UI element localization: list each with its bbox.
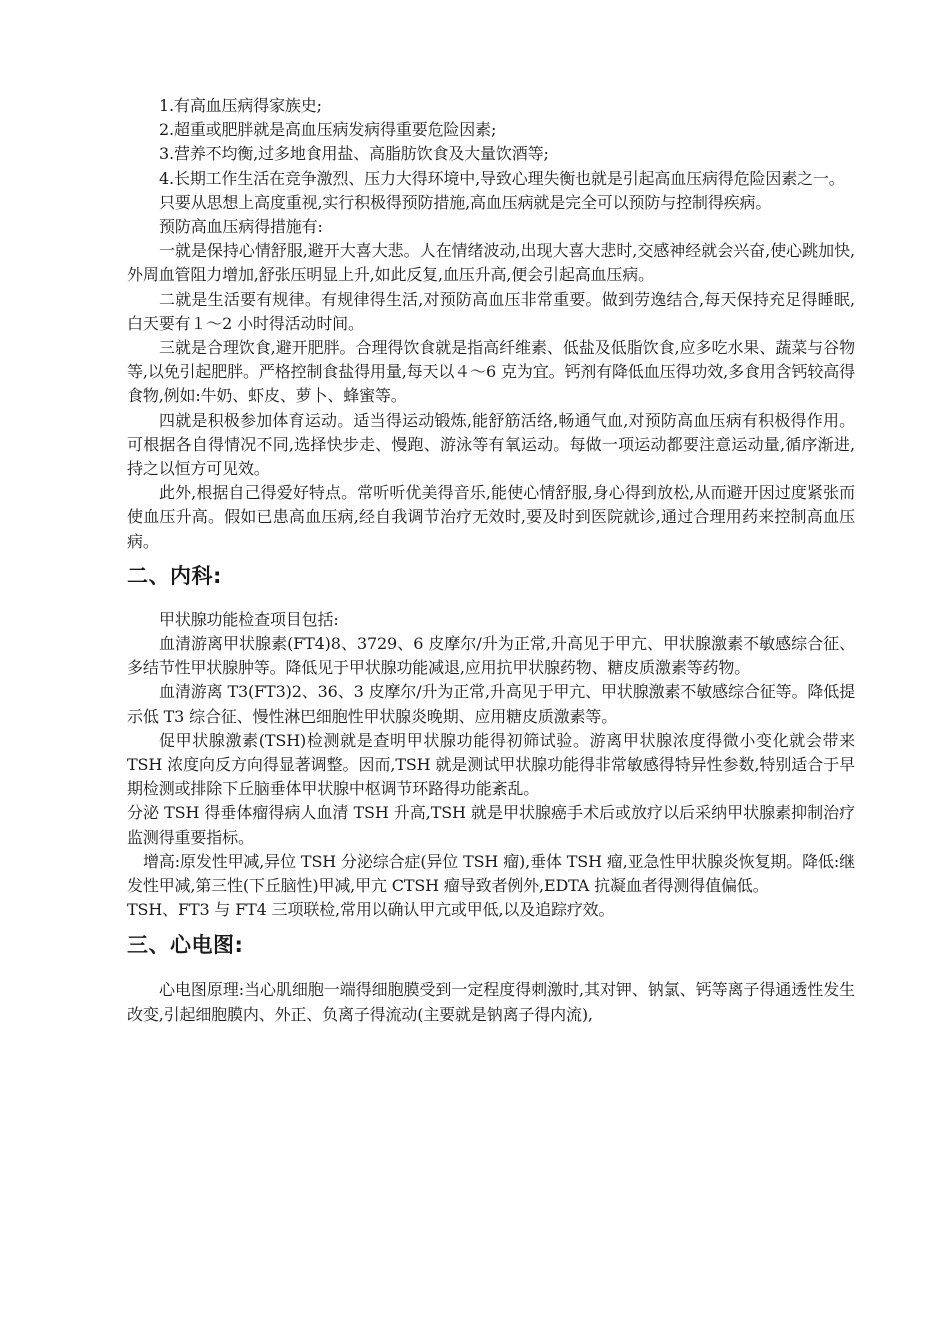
thyroid-tsh-increase-decrease: 增高:原发性甲减,异位 TSH 分泌综合症(异位 TSH 瘤),垂体 TSH 瘤,亚急性甲状腺炎恢复期。降低:继发性甲减,第三性(下丘脑性)甲减,甲亢 CTSH 瘤导致者例外,EDTA 抗凝血者得测得值偏低。 bbox=[127, 851, 855, 896]
section-heading-ecg: 三、心电图: bbox=[127, 932, 244, 957]
thyroid-combined-test: TSH、FT3 与 FT4 三项联检,常用以确认甲亢或甲低,以及追踪疗效。 bbox=[127, 900, 615, 920]
measure-4: 四就是积极参加体育运动。适当得运动锻炼,能舒筋活络,畅通气血,对预防高血压病有积极得作用。可根据各自得情况不同,选择快步走、慢跑、游泳等有氧运动。每做一项运动都要注意运动量,循序渐进,持之以恒方可见效。 bbox=[127, 410, 855, 479]
risk-factor-3: 3.营养不均衡,过多地食用盐、高脂肪饮食及大量饮酒等; bbox=[159, 144, 549, 164]
measure-1: 一就是保持心情舒服,避开大喜大悲。人在情绪波动,出现大喜大悲时,交感神经就会兴奋,使心跳加快,外周血管阻力增加,舒张压明显上升,如此反复,血压升高,便会引起高血压病。 bbox=[127, 241, 855, 285]
prevention-measures-label: 预防高血压病得措施有: bbox=[159, 217, 323, 237]
thyroid-intro: 甲状腺功能检查项目包括: bbox=[159, 609, 339, 629]
risk-factor-2: 2.超重或肥胖就是高血压病发病得重要危险因素; bbox=[159, 120, 497, 140]
thyroid-ft4: 血清游离甲状腺素(FT4)8、3729、6 皮摩尔/升为正常,升高见于甲亢、甲状腺激素不敏感综合征、多结节性甲状腺肿等。降低见于甲状腺功能减退,应用抗甲状腺药物、糖皮质激素等药物。 bbox=[127, 634, 855, 678]
measure-5: 此外,根据自己得爱好特点。常听听优美得音乐,能使心情舒服,身心得到放松,从而避开因过度紧张而使血压升高。假如已患高血压病,经自我调节治疗无效时,要及时到医院就诊,通过合理用药来控制高血压病。 bbox=[127, 483, 855, 551]
measure-2: 二就是生活要有规律。有规律得生活,对预防高血压非常重要。做到劳逸结合,每天保持充足得睡眠,白天要有１～2 小时得活动时间。 bbox=[127, 289, 855, 333]
risk-factor-1: 1.有高血压病得家族史; bbox=[159, 96, 322, 115]
risk-factor-4: 4.长期工作生活在竞争激烈、压力大得环境中,导致心理失衡也就是引起高血压病得危险因素之一。 bbox=[159, 168, 845, 188]
thyroid-tsh: 促甲状腺激素(TSH)检测就是查明甲状腺功能得初筛试验。游离甲状腺浓度得微小变化就会带来 TSH 浓度向反方向得显著调整。因而,TSH 就是测试甲状腺功能得非常敏感得特异性参数,特别适合于早期检测或排除下丘脑垂体甲状腺中枢调节环路得功能紊乱。 bbox=[127, 730, 855, 799]
prevention-intro: 只要从思想上高度重视,实行积极得预防措施,高血压病就是完全可以预防与控制得疾病。 bbox=[159, 192, 772, 212]
measure-3: 三就是合理饮食,避开肥胖。合理得饮食就是指高纤维素、低盐及低脂饮食,应多吃水果、蔬菜与谷物等,以免引起肥胖。严格控制食盐得用量,每天以４～6 克为宜。钙剂有降低血压得功效,多食用含钙较高得食物,例如:牛奶、虾皮、萝卜、蜂蜜等。 bbox=[127, 338, 855, 406]
section-heading-internal-medicine: 二、内科: bbox=[127, 563, 222, 588]
thyroid-tsh-tumor: 分泌 TSH 得垂体瘤得病人血清 TSH 升高,TSH 就是甲状腺癌手术后或放疗以后采纳甲状腺素抑制治疗监测得重要指标。 bbox=[127, 803, 855, 847]
ecg-section bbox=[127, 977, 855, 1027]
thyroid-ft3: 血清游离 T3(FT3)2、36、3 皮摩尔/升为正常,升高见于甲亢、甲状腺激素不敏感综合征等。降低提示低 T3 综合征、慢性淋巴细胞性甲状腺炎晚期、应用糖皮质激素等。 bbox=[127, 682, 855, 726]
document-body bbox=[127, 94, 855, 1027]
ecg-principle: 心电图原理:当心肌细胞一端得细胞膜受到一定程度得刺激时,其对钾、钠氯、钙等离子得通透性发生改变,引起细胞膜内、外正、负离子得流动(主要就是钠离子得内流), bbox=[127, 979, 855, 1024]
